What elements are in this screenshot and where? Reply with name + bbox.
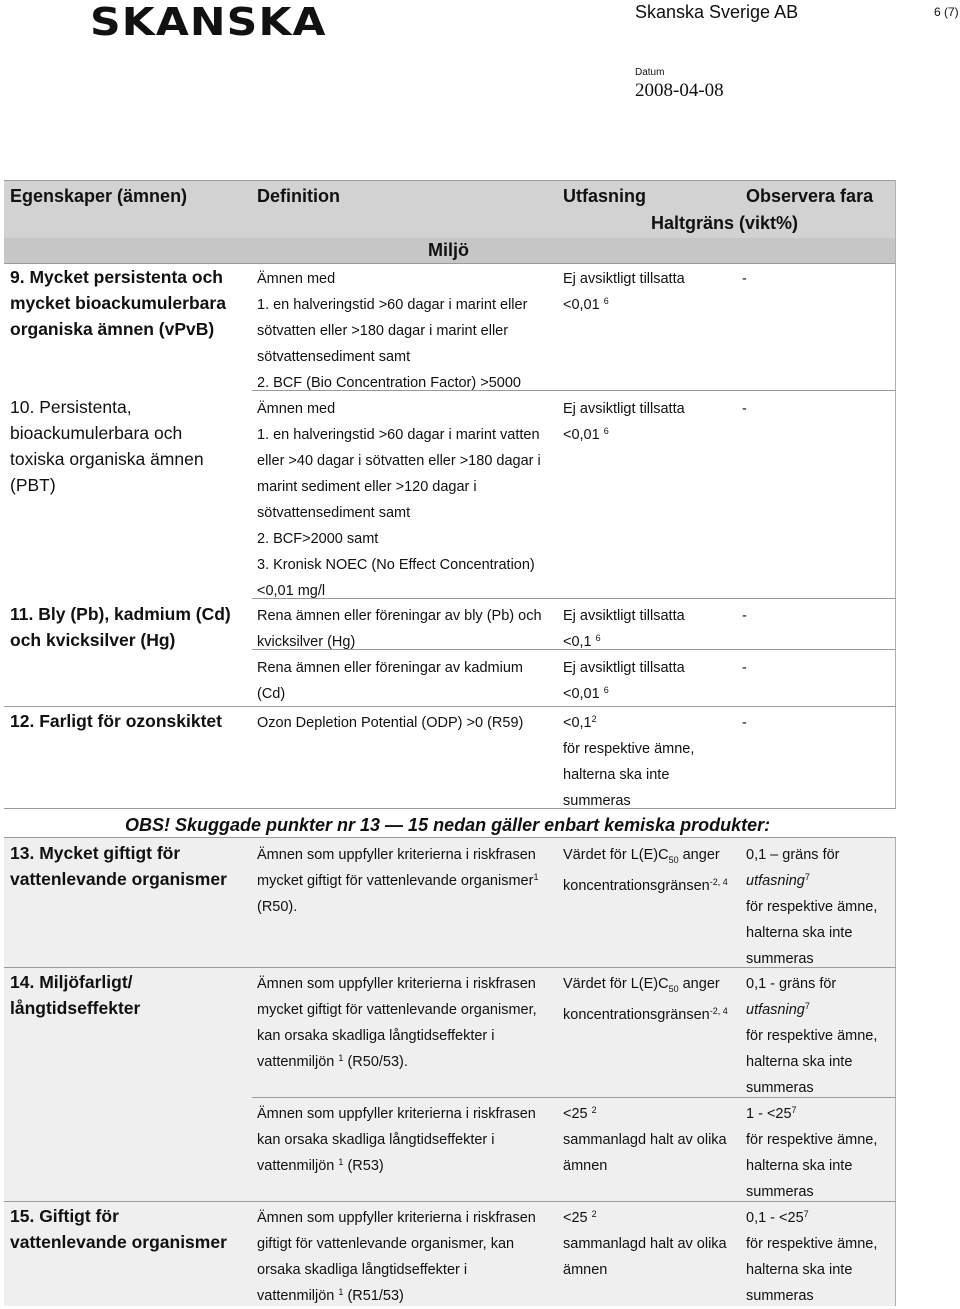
observera-text: 1 - <25 bbox=[746, 1106, 792, 1122]
definition-text: vattenmiljön bbox=[257, 1054, 335, 1070]
utfasning-line bbox=[563, 1002, 728, 1028]
page-number: 6 (7) bbox=[934, 5, 959, 19]
utfasning-text: anger bbox=[678, 847, 720, 863]
utfasning-cell bbox=[563, 655, 685, 707]
definition-line: sötvattensediment samt bbox=[257, 349, 411, 365]
definition-line: 1. en halveringstid >60 dagar i marint vatten bbox=[257, 427, 540, 443]
definition-text: (R50/53). bbox=[343, 1054, 408, 1070]
label-line: 10. Persistenta, bbox=[10, 397, 132, 417]
definition-cell bbox=[257, 266, 527, 396]
footnote-ref: 2 bbox=[591, 1105, 597, 1115]
definition-line: kan orsaka skadliga långtidseffekter i bbox=[257, 1028, 495, 1044]
utfasning-line: Ej avsiktligt tillsatta bbox=[563, 401, 685, 417]
observera-text: utfasning bbox=[746, 873, 805, 889]
utfasning-line: sammanlagd halt av olika bbox=[563, 1132, 727, 1148]
observera-line bbox=[746, 868, 877, 894]
footnote-ref: 7 bbox=[803, 1209, 809, 1219]
utfasning-line bbox=[563, 971, 728, 1002]
utfasning-line bbox=[563, 681, 685, 707]
definition-line: <0,01 mg/l bbox=[257, 583, 326, 599]
row-label bbox=[10, 1203, 227, 1255]
label-line: vattenlevande organismer bbox=[10, 1232, 227, 1252]
observera-cell: - bbox=[742, 608, 747, 624]
footnote-ref: 7 bbox=[791, 1105, 797, 1115]
definition-line bbox=[257, 1283, 536, 1309]
definition-line: orsaka skadliga långtidseffekter i bbox=[257, 1262, 468, 1278]
observera-cell: - bbox=[742, 715, 747, 731]
observera-cell bbox=[746, 1101, 877, 1205]
footnote-ref: 6 bbox=[603, 685, 609, 695]
definition-line: Ämnen som uppfyller kriterierna i riskfrasen bbox=[257, 1210, 536, 1226]
observera-line: summeras bbox=[746, 1080, 814, 1096]
observera-line: för respektive ämne, bbox=[746, 899, 878, 915]
observera-cell bbox=[746, 971, 877, 1101]
observera-text: utfasning bbox=[746, 1002, 805, 1018]
footnote-ref: 2 bbox=[591, 714, 597, 724]
definition-line bbox=[257, 1153, 536, 1179]
footnote-ref: 6 bbox=[595, 633, 601, 643]
date-label: Datum bbox=[635, 67, 665, 78]
utfasning-value: <0,1 bbox=[563, 715, 592, 731]
utfasning-line: ämnen bbox=[563, 1262, 608, 1278]
utfasning-line bbox=[563, 873, 728, 899]
footnote-ref: 2 bbox=[591, 1209, 597, 1219]
utfasning-cell bbox=[563, 266, 685, 318]
definition-cell bbox=[257, 655, 523, 707]
definition-line: 3. Kronisk NOEC (No Effect Concentration) bbox=[257, 557, 535, 573]
utfasning-line bbox=[563, 1101, 727, 1127]
observera-line: summeras bbox=[746, 951, 814, 967]
observera-line: för respektive ämne, bbox=[746, 1236, 878, 1252]
row-label bbox=[10, 394, 204, 498]
definition-line: sötvattensediment samt bbox=[257, 505, 411, 521]
utfasning-line bbox=[563, 710, 694, 736]
label-line: och kvicksilver (Hg) bbox=[10, 630, 176, 650]
section-miljo: Miljö bbox=[428, 240, 469, 260]
utfasning-line: ämnen bbox=[563, 1158, 608, 1174]
utfasning-line: för respektive ämne, bbox=[563, 741, 695, 757]
definition-text: mycket giftigt för vattenlevande organismer bbox=[257, 873, 534, 889]
footnote-ref: 1 bbox=[338, 1287, 344, 1297]
utfasning-line: halterna ska inte bbox=[563, 767, 670, 783]
col-header-egenskaper: Egenskaper (ämnen) bbox=[10, 186, 188, 206]
observera-line: halterna ska inte bbox=[746, 925, 853, 941]
definition-line: (R50). bbox=[257, 899, 298, 915]
utfasning-line: Ej avsiktligt tillsatta bbox=[563, 660, 685, 676]
definition-line: giftigt för vattenlevande organismer, kan bbox=[257, 1236, 515, 1252]
row-label: 12. Farligt för ozonskiktet bbox=[10, 711, 222, 731]
observera-text: 0,1 - <25 bbox=[746, 1210, 804, 1226]
skanska-logo: SKANSKA bbox=[90, 0, 327, 44]
footnote-ref: 6 bbox=[603, 296, 609, 306]
definition-cell bbox=[257, 842, 538, 920]
observera-line: halterna ska inte bbox=[746, 1262, 853, 1278]
label-line: 15. Giftigt för bbox=[10, 1206, 119, 1226]
date-value: 2008-04-08 bbox=[635, 80, 724, 101]
utfasning-cell bbox=[563, 971, 728, 1028]
col-header-observera: Observera fara bbox=[746, 186, 874, 206]
definition-line: Rena ämnen eller föreningar av bly (Pb) och bbox=[257, 608, 542, 624]
definition-text: vattenmiljön bbox=[257, 1288, 335, 1304]
utfasning-line: sammanlagd halt av olika bbox=[563, 1236, 727, 1252]
utfasning-cell bbox=[563, 1205, 727, 1283]
observera-line: 0,1 – gräns för bbox=[746, 847, 840, 863]
utfasning-cell bbox=[563, 710, 694, 814]
utfasning-line bbox=[563, 292, 685, 318]
subscript: 50 bbox=[668, 854, 679, 865]
definition-line: Rena ämnen eller föreningar av kadmium bbox=[257, 660, 523, 676]
footnote-ref: 6 bbox=[603, 426, 609, 436]
utfasning-value: <0,01 bbox=[563, 297, 600, 313]
utfasning-line bbox=[563, 422, 685, 448]
definition-line: marint sediment eller >120 dagar i bbox=[257, 479, 477, 495]
row-label bbox=[10, 840, 227, 892]
label-line: organiska ämnen (vPvB) bbox=[10, 319, 215, 339]
label-line: 13. Mycket giftigt för bbox=[10, 843, 181, 863]
definition-line: kan orsaka skadliga långtidseffekter i bbox=[257, 1132, 495, 1148]
label-line: bioackumulerbara och bbox=[10, 423, 183, 443]
footnote-ref: 1 bbox=[533, 872, 539, 882]
utfasning-text: koncentrationsgränsen bbox=[563, 1006, 710, 1023]
row-label bbox=[10, 969, 140, 1021]
label-line: långtidseffekter bbox=[10, 998, 141, 1018]
label-line: mycket bioackumulerbara bbox=[10, 293, 226, 313]
footnote-ref: 1 bbox=[338, 1157, 344, 1167]
observera-line: för respektive ämne, bbox=[746, 1132, 878, 1148]
utfasning-value: <25 bbox=[563, 1106, 588, 1122]
footnote-ref: 1 bbox=[338, 1053, 344, 1063]
definition-line bbox=[257, 868, 538, 894]
utfasning-cell bbox=[563, 396, 685, 448]
definition-line: Ämnen som uppfyller kriterierna i riskfrasen bbox=[257, 1106, 536, 1122]
utfasning-cell bbox=[563, 842, 728, 899]
utfasning-text: anger bbox=[678, 976, 720, 992]
definition-cell bbox=[257, 971, 537, 1075]
label-line: 9. Mycket persistenta och bbox=[10, 267, 223, 287]
utfasning-value: <0,01 bbox=[563, 686, 600, 702]
utfasning-cell bbox=[563, 603, 685, 655]
definition-line: kvicksilver (Hg) bbox=[257, 634, 356, 650]
observera-line: 0,1 - gräns för bbox=[746, 976, 837, 992]
col-header-definition: Definition bbox=[257, 186, 340, 206]
definition-line: Ämnen med bbox=[257, 271, 336, 287]
observera-cell bbox=[746, 1205, 877, 1309]
utfasning-line: Ej avsiktligt tillsatta bbox=[563, 271, 685, 287]
definition-line: 1. en halveringstid >60 dagar i marint eller bbox=[257, 297, 528, 313]
footnote-ref: -2, 4 bbox=[709, 876, 728, 887]
row-label bbox=[10, 601, 231, 653]
company-name: Skanska Sverige AB bbox=[635, 2, 799, 22]
definition-cell bbox=[257, 396, 541, 604]
definition-line: 2. BCF>2000 samt bbox=[257, 531, 379, 547]
row-label bbox=[10, 264, 226, 342]
col-subheader-haltgrans: Haltgräns (vikt%) bbox=[651, 213, 799, 233]
observera-line: summeras bbox=[746, 1184, 814, 1200]
observera-line: halterna ska inte bbox=[746, 1158, 853, 1174]
label-line: 11. Bly (Pb), kadmium (Cd) bbox=[10, 604, 231, 624]
utfasning-text: koncentrationsgränsen bbox=[563, 877, 710, 894]
label-line: vattenlevande organismer bbox=[10, 869, 227, 889]
observera-line: för respektive ämne, bbox=[746, 1028, 878, 1044]
utfasning-line bbox=[563, 842, 728, 873]
definition-line: sötvatten eller >180 dagar i marint eller bbox=[257, 323, 509, 339]
label-line: toxiska organiska ämnen bbox=[10, 449, 204, 469]
definition-line: mycket giftigt för vattenlevande organismer, bbox=[257, 1002, 537, 1018]
definition-cell: Ozon Depletion Potential (ODP) >0 (R59) bbox=[257, 715, 524, 731]
observera-line bbox=[746, 1101, 877, 1127]
utfasning-line bbox=[563, 1205, 727, 1231]
utfasning-cell bbox=[563, 1101, 727, 1179]
utfasning-text: Värdet för L(E)C bbox=[563, 847, 669, 863]
definition-cell bbox=[257, 1101, 536, 1179]
definition-line: (Cd) bbox=[257, 686, 286, 702]
footnote-ref: -2, 4 bbox=[709, 1005, 728, 1016]
definition-cell bbox=[257, 603, 542, 655]
footnote-ref: 7 bbox=[804, 1001, 810, 1011]
observera-cell bbox=[746, 842, 877, 972]
utfasning-line: summeras bbox=[563, 793, 631, 809]
observera-cell: - bbox=[742, 271, 747, 287]
utfasning-text: Värdet för L(E)C bbox=[563, 976, 669, 992]
definition-line: 2. BCF (Bio Concentration Factor) >5000 bbox=[257, 375, 521, 391]
utfasning-line bbox=[563, 629, 685, 655]
definition-line: Ämnen med bbox=[257, 401, 336, 417]
observera-cell: - bbox=[742, 401, 747, 417]
observera-line: halterna ska inte bbox=[746, 1054, 853, 1070]
utfasning-value: <0,01 bbox=[563, 427, 600, 443]
definition-cell bbox=[257, 1205, 536, 1309]
label-line: (PBT) bbox=[10, 475, 56, 495]
definition-line bbox=[257, 1049, 537, 1075]
col-header-utfasning: Utfasning bbox=[563, 186, 646, 206]
definition-line: Ämnen som uppfyller kriterierna i riskfrasen bbox=[257, 976, 536, 992]
observera-line bbox=[746, 997, 877, 1023]
utfasning-value: <0,1 bbox=[563, 634, 592, 650]
definition-line: eller >40 dagar i sötvatten eller >180 dagar i bbox=[257, 453, 541, 469]
definition-text: (R53) bbox=[343, 1158, 384, 1174]
definition-text: vattenmiljön bbox=[257, 1158, 335, 1174]
definition-line: Ämnen som uppfyller kriterierna i riskfrasen bbox=[257, 847, 536, 863]
utfasning-line: Ej avsiktligt tillsatta bbox=[563, 608, 685, 624]
subscript: 50 bbox=[668, 983, 679, 994]
label-line: 14. Miljöfarligt/ bbox=[10, 972, 133, 992]
footnote-ref: 7 bbox=[804, 872, 810, 882]
utfasning-value: <25 bbox=[563, 1210, 588, 1226]
observera-cell: - bbox=[742, 660, 747, 676]
definition-text: (R51/53) bbox=[343, 1288, 404, 1304]
observera-line: summeras bbox=[746, 1288, 814, 1304]
observera-line bbox=[746, 1205, 877, 1231]
obs-note: OBS! Skuggade punkter nr 13 — 15 nedan gäller enbart kemiska produkter: bbox=[125, 815, 771, 835]
